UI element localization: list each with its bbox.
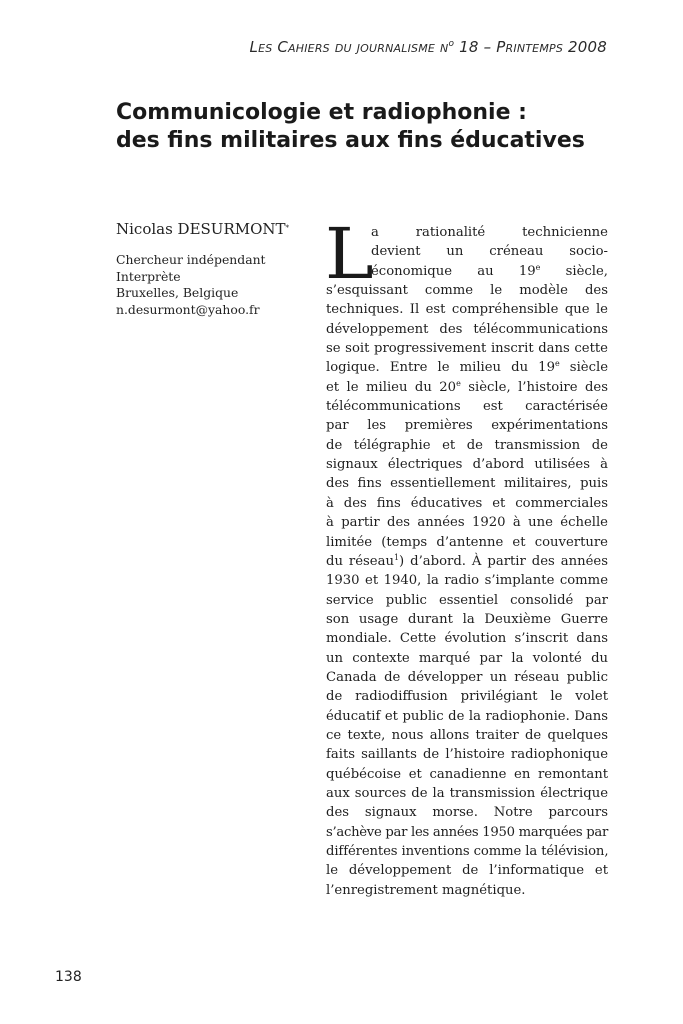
body-line xyxy=(326,784,608,803)
ordinal-superscript: e xyxy=(554,359,560,369)
body-line xyxy=(326,378,608,397)
journal-name: Les Cahiers du journalisme xyxy=(249,38,436,56)
body-line-text: siècle, xyxy=(540,263,608,279)
author-name: Nicolas DESURMONT xyxy=(116,220,286,238)
ordinal-superscript: e xyxy=(535,262,541,272)
body-line xyxy=(326,320,608,339)
body-line xyxy=(326,745,608,764)
body-line-text: techniques. Il est compréhensible que le xyxy=(326,302,608,318)
body-line-text: du réseau xyxy=(326,553,394,569)
body-line-text: siècle xyxy=(559,360,608,376)
footnote-reference[interactable]: 1 xyxy=(393,552,400,562)
year: 2008 xyxy=(563,38,607,56)
body-line-text: des fins essentiellement militaires, puis xyxy=(326,476,608,492)
body-line-text: télécommunications est caractérisée xyxy=(326,399,608,415)
body-line xyxy=(326,455,608,474)
body-line-text: faits saillants de l’histoire radiophonique xyxy=(326,747,608,763)
body-line-text: québécoise et canadienne en remontant xyxy=(326,766,608,782)
running-head xyxy=(250,38,607,56)
issue-number: 18 – xyxy=(459,38,497,56)
body-lines xyxy=(324,213,609,900)
author-block xyxy=(116,220,316,318)
body-line xyxy=(326,842,608,861)
article-title xyxy=(116,99,636,155)
body-line-text: à des fins éducatives et commerciales xyxy=(326,495,608,511)
author-footnote-mark: * xyxy=(285,224,290,232)
body-line xyxy=(326,591,608,610)
body-line-text: développement des télécommunications xyxy=(326,321,608,337)
body-line-text: des signaux morse. Notre parcours xyxy=(326,805,608,821)
issue-prefix: n xyxy=(440,38,449,56)
body-line-text: de radiodiffusion privilégiant le volet xyxy=(326,689,608,705)
body-line xyxy=(326,436,608,455)
body-line-text: le développement de l’informatique et xyxy=(326,863,608,879)
ordinal-superscript: e xyxy=(456,378,461,388)
body-line-text: et le milieu du 20 xyxy=(326,379,457,395)
body-line-text: signaux électriques d’abord utilisées à xyxy=(326,457,608,473)
body-line xyxy=(326,474,608,493)
page-number: 138 xyxy=(55,969,82,985)
body-line-text: s’esquissant comme le modèle des xyxy=(326,283,608,299)
body-line-text: économique au 19 xyxy=(371,263,536,279)
author-name-row xyxy=(116,220,316,238)
body-line-text: différentes inventions comme la télévision, xyxy=(326,844,609,859)
body-line-text: logique. Entre le milieu du 19 xyxy=(326,360,555,376)
body-line xyxy=(326,533,608,552)
body-line-text: l’enregistrement magnétique. xyxy=(326,882,526,898)
body-line-text: par les premières expérimentations xyxy=(326,418,608,434)
body-line xyxy=(326,803,608,822)
body-line-text: mondiale. Cette évolution s’inscrit dans xyxy=(326,631,608,647)
body-line-text: son usage durant la Deuxième Guerre xyxy=(326,611,608,627)
body-line-text: se soit progressivement inscrit dans cette xyxy=(326,341,608,357)
author-affiliation: Chercheur indépendant xyxy=(116,252,266,267)
body-line-text: s’achève par les années 1950 marquées par xyxy=(326,824,608,840)
body-line xyxy=(326,397,608,416)
body-line xyxy=(326,707,608,726)
body-line-text: de télégraphie et de transmission de xyxy=(326,437,608,453)
body-line-text: devient un créneau socio- xyxy=(371,244,608,260)
body-line xyxy=(326,339,608,358)
body-line-text: ) d’abord. À partir des années xyxy=(399,553,608,569)
body-line-text: Canada de développer un réseau public xyxy=(326,669,608,685)
body-line xyxy=(326,823,608,842)
body-line xyxy=(326,881,608,900)
body-line xyxy=(326,300,608,319)
author-email[interactable]: n.desurmont@yahoo.fr xyxy=(116,301,260,317)
body-line xyxy=(326,494,608,513)
body-text xyxy=(324,213,609,900)
body-line-text: siècle, l’histoire des xyxy=(460,379,608,395)
issue-prefix-sup: o xyxy=(448,39,455,49)
body-line xyxy=(326,513,608,532)
body-line-text: aux sources de la transmission électrique xyxy=(326,785,608,801)
body-line-text: un contexte marqué par la volonté du xyxy=(326,650,608,666)
author-location: Bruxelles, Belgique xyxy=(116,285,239,300)
body-line xyxy=(326,668,608,687)
body-line-text: ce texte, nous allons traiter de quelques xyxy=(326,727,608,743)
body-line xyxy=(326,552,608,571)
title-line-2: des fins militaires aux fins éducatives xyxy=(116,128,585,153)
season: Printemps xyxy=(496,38,564,56)
body-line-text: limitée (temps d’antenne et couverture xyxy=(326,534,608,550)
body-line xyxy=(326,610,608,629)
body-line xyxy=(326,649,608,668)
body-line xyxy=(326,358,608,377)
body-line-text: 1930 et 1940, la radio s’implante comme xyxy=(326,573,608,589)
body-line-text: service public essentiel consolidé par xyxy=(326,592,608,608)
body-line xyxy=(326,687,608,706)
drop-cap: L xyxy=(324,213,374,295)
body-line xyxy=(326,629,608,648)
body-line-text: a rationalité technicienne xyxy=(371,225,608,240)
body-line-text: éducatif et public de la radiophonie. Dans xyxy=(326,708,608,724)
body-line xyxy=(326,726,608,745)
body-line xyxy=(326,765,608,784)
body-line xyxy=(326,861,608,880)
body-line-text: à partir des années 1920 à une échelle xyxy=(326,515,608,531)
title-line-1: Communicologie et radiophonie : xyxy=(116,100,527,125)
author-role: Interprète xyxy=(116,268,181,284)
body-line xyxy=(326,571,608,590)
body-line xyxy=(326,416,608,435)
